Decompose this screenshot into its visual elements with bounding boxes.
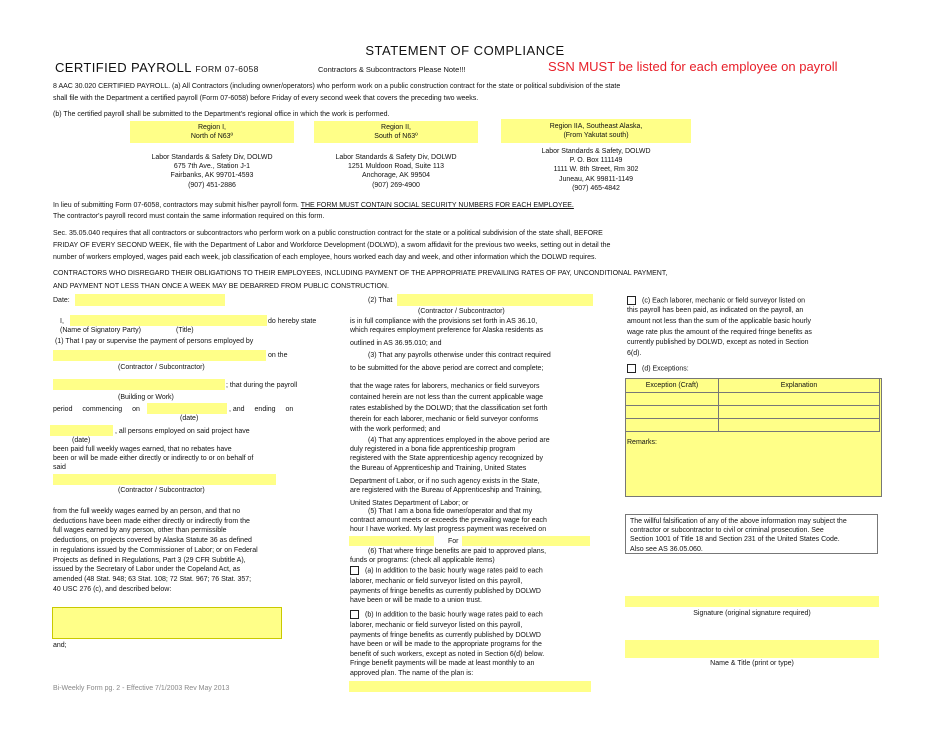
certified-payroll-heading <box>55 60 259 75</box>
paragraph-5: (5) That I am a bona fide owner/operator and that my <box>368 508 533 515</box>
region-2a-name: Region IIA, Southeast Alaska, <box>549 123 643 130</box>
contractor-caption-3: (Contractor / Subcontractor) <box>418 308 505 315</box>
text-line: contractor or subcontractor to civil or criminal prosecution. See <box>630 527 824 535</box>
lieu-line-2: The contractor's payroll record must contain the same information required on this form. <box>53 213 325 220</box>
text-line: registered with the State apprenticeship agency recognized by <box>350 455 544 463</box>
col2-block-d <box>350 577 541 606</box>
option-c-checkbox[interactable] <box>627 296 636 305</box>
option-c <box>627 296 805 306</box>
exception-craft-header: Exception (Craft) <box>626 379 719 393</box>
col2-line-4: to be submitted for the above period are correct and complete; <box>350 365 544 372</box>
col3-block-a <box>627 306 812 360</box>
exceptions-table <box>625 378 880 432</box>
text-line: which requires employment preference for Alaska residents as <box>350 327 543 335</box>
address-line: (907) 451-2886 <box>188 181 236 189</box>
on-label-2: on <box>285 406 294 413</box>
address-line: Labor Standards & Safety, DOLWD <box>541 148 651 155</box>
exception-craft-cell[interactable] <box>626 393 719 406</box>
option-d-label: (d) Exceptions: <box>642 365 689 373</box>
said-label: said <box>53 464 66 471</box>
and-label: , and <box>229 406 245 413</box>
explanation-header: Explanation <box>719 379 880 393</box>
text-line: currently published by DOLWD, except as noted in Section <box>627 339 809 347</box>
option-b <box>350 610 543 620</box>
signatory-name-field[interactable] <box>70 315 267 326</box>
text-line: deductions, on projects covered by Alaska Statute 36 as defined <box>53 537 252 545</box>
text-line: approved plan. The name of the plan is: <box>350 669 474 677</box>
text-line: amended (48 Stat. 948; 63 Stat. 108; 72 Stat. 967; 76 Stat. 357; <box>53 575 252 583</box>
name-title-caption: Name & Title (print or type) <box>710 660 794 667</box>
text-line: issued by the Secretary of Labor under the Copeland Act, as <box>53 566 241 574</box>
and-ending-label <box>229 405 293 414</box>
option-a-checkbox[interactable] <box>350 566 359 575</box>
lieu-line-1 <box>53 201 574 210</box>
col2-block-e <box>350 621 544 678</box>
address-line: (907) 269-4900 <box>372 181 420 189</box>
paragraph-6: (6) That where fringe benefits are paid to approved plans, <box>368 548 547 555</box>
been-paid-line-1: been paid full weekly wages earned, that no rebates have <box>53 446 232 453</box>
on-label: on <box>132 406 140 413</box>
deductions-description-field[interactable] <box>52 607 282 639</box>
text-line: amount not less than the sum of the applicable basic hourly <box>627 317 812 325</box>
address-line: (907) 465-4842 <box>572 184 620 192</box>
text-line: Fringe benefit payments will be made at least monthly to an <box>350 660 535 667</box>
col2-line-17: hour I have worked. My last progress payment was received on <box>350 526 547 533</box>
region-1-sub: North of N63º <box>190 133 234 141</box>
remarks-label: Remarks: <box>627 439 657 446</box>
paragraph-1: (1) That I pay or supervise the payment of persons employed by <box>55 338 254 345</box>
text-line: 6(d). <box>627 350 642 358</box>
text-line: in regulations issued by the Commissioner of Labor; or on Federal <box>53 546 258 554</box>
explanation-cell[interactable] <box>719 393 880 406</box>
sec-line-1: Sec. 35.05.040 requires that all contractors or subcontractors who perform work on a public construction contract for the state or a political subdivision of the state shall, BEFORE <box>53 230 603 237</box>
region-2-address <box>304 153 488 190</box>
address-line: Juneau, AK 99811-1149 <box>558 175 634 183</box>
text-line: this payroll has been paid, as indicated on the payroll, an <box>627 307 804 314</box>
text-line: 40 USC 276 (c), and described below: <box>53 585 172 593</box>
text-line: have been or will be made to a union trust. <box>350 597 482 605</box>
address-line: Fairbanks, AK 99701-4593 <box>170 172 254 180</box>
for-label: For <box>448 538 459 545</box>
commencing-label: commencing <box>82 406 123 413</box>
lieu-emphasis: THE FORM MUST CONTAIN SOCIAL SECURITY NUMBERS FOR EACH EMPLOYEE. <box>300 202 574 209</box>
address-line: 1251 Muldoon Road, Suite 113 <box>348 163 444 171</box>
and-label-end: and; <box>53 642 67 649</box>
region-1-box <box>130 121 294 143</box>
text-line: The willful falsification of any of the above information may subject the <box>630 518 847 525</box>
name-title-field[interactable] <box>625 640 879 658</box>
during-label: ; that during the payroll <box>226 382 298 389</box>
address-line: 675 7th Ave., Station J-1 <box>173 163 251 171</box>
option-a <box>350 566 543 576</box>
intro-line-3: (b) The certified payroll shall be submitted to the Department's regional office in which the work is performed. <box>53 111 390 118</box>
address-line: Labor Standards & Safety Div, DOLWD <box>335 154 457 161</box>
date-caption-1: (date) <box>180 415 199 422</box>
text-line: outlined in AS 36.95.010; and <box>350 340 442 348</box>
text-line: benefit of such workers, except as noted in Section 6(d) below. <box>350 650 545 658</box>
text-line: wage rate plus the amount of the required fringe benefits as <box>627 328 812 336</box>
deductions-paragraph <box>53 507 258 594</box>
signature-field[interactable] <box>625 596 879 607</box>
option-b-label: (b) In addition to the basic hourly wage rates paid to each <box>365 611 543 619</box>
col2-line-16: contract amount meets or exceeds the prevailing wage for each <box>350 517 547 524</box>
option-d-checkbox[interactable] <box>627 364 636 373</box>
region-1-name: Region I, <box>197 124 227 131</box>
been-paid-line-2: been or will be made either directly or indirectly to or on behalf of <box>53 455 254 462</box>
building-caption: (Building or Work) <box>118 394 174 401</box>
region-2a-box <box>501 119 691 143</box>
compliance-contractor-field[interactable] <box>397 294 593 306</box>
intro-line-2: shall file with the Department a certified payroll (Form 07-6058) before Friday of every second week that covers the preceding two weeks. <box>53 95 479 102</box>
region-2a-address <box>496 147 696 193</box>
sec-line-3: number of workers employed, wages paid each week, job classification of each employee, hours worked each day and week, and other information which the DOLWD requires. <box>53 254 597 261</box>
said-contractor-field[interactable] <box>53 474 276 485</box>
region-2-box <box>314 121 478 143</box>
page-title: STATEMENT OF COMPLIANCE <box>365 43 565 58</box>
contractor-caption-1: (Contractor / Subcontractor) <box>118 364 205 371</box>
date-label: Date: <box>53 297 70 304</box>
ending-label: ending <box>254 406 276 413</box>
text-line: laborer, mechanic or field surveyor listed on this payroll, <box>350 578 523 585</box>
exceptions-box <box>625 378 882 497</box>
col2-line-18: funds or programs: (check all applicable items) <box>350 557 495 564</box>
exception-craft-cell[interactable] <box>626 419 719 432</box>
date-caption-2: (date) <box>72 437 91 444</box>
text-line: Section 1001 of Title 18 and Section 231 of the United States Code. <box>630 536 840 544</box>
text-line: that the wage rates for laborers, mechanics or field surveyors <box>350 383 540 390</box>
contractors-note: Contractors & Subcontractors Please Note!!! <box>318 65 466 74</box>
form-number: FORM 07-6058 <box>195 64 259 74</box>
signatory-party-caption: (Name of Signatory Party) <box>60 327 141 334</box>
text-line: therein for each laborer, mechanic or field surveyor conforms <box>350 415 539 423</box>
text-line: payments of fringe benefits as currently published by DOLWD <box>350 631 541 639</box>
progress-payment-for-field[interactable] <box>462 536 590 546</box>
plan-name-field[interactable] <box>349 681 591 692</box>
paragraph-2: (2) That <box>368 297 393 304</box>
text-line: contained herein are not less than the current applicable wage <box>350 394 544 402</box>
warning-line-2: AND PAYMENT NOT LESS THAN ONCE A WEEK MAY BE DEBARRED FROM PUBLIC CONSTRUCTION. <box>53 283 389 290</box>
text-line: full wages earned by any person, other than permissible <box>53 527 227 535</box>
col2-block-a <box>350 317 543 349</box>
date-field[interactable] <box>75 294 225 306</box>
building-field[interactable] <box>53 379 225 390</box>
option-c-label: (c) Each laborer, mechanic or field surveyor listed on <box>642 297 806 305</box>
text-line: payments of fringe benefits as currently published by DOLWD <box>350 587 541 595</box>
signature-caption: Signature (original signature required) <box>693 610 811 617</box>
text-line: is in full compliance with the provisions set forth in AS 36.10, <box>350 318 538 325</box>
region-2-sub: South of N63º <box>374 133 418 141</box>
text-line: United States Department of Labor; or <box>350 500 469 508</box>
address-line: Labor Standards & Safety Div, DOLWD <box>151 154 273 161</box>
col2-block-c <box>350 445 543 509</box>
text-line: the Bureau of Apprenticeship and Training, United States <box>350 464 527 472</box>
text-line: Projects as defined in Regulations, Part 3 (29 CFR Subtitle A), <box>53 556 246 564</box>
text-line: from the full weekly wages earned by an person, and that no <box>53 508 241 515</box>
paragraph-4: (4) That any apprentices employed in the above period are <box>368 437 550 444</box>
explanation-cell[interactable] <box>719 419 880 432</box>
falsification-warning <box>625 514 878 554</box>
text-line: rates established by the DOLWD; that the classification set forth <box>350 405 548 413</box>
i-label: I, <box>60 318 64 325</box>
text-line: with the work performed; and <box>350 426 441 434</box>
option-b-checkbox[interactable] <box>350 610 359 619</box>
address-line: Anchorage, AK 99504 <box>361 172 431 180</box>
explanation-cell[interactable] <box>719 406 880 419</box>
text-line: deductions have been made either directly or indirectly from the <box>53 517 250 525</box>
text-line: Department of Labor, or if no such agency exists in the State, <box>350 477 540 485</box>
text-line: Also see AS 36.05.060. <box>630 545 703 553</box>
employer-field[interactable] <box>53 350 266 361</box>
progress-payment-date-field[interactable] <box>349 536 434 546</box>
hereby-label: do hereby state <box>268 318 317 325</box>
text-line: have been or will be made to the appropriate programs for the <box>350 641 542 648</box>
contractor-caption-2: (Contractor / Subcontractor) <box>118 487 205 494</box>
title-caption: (Title) <box>176 327 194 334</box>
text-line: laborer, mechanic or field surveyor listed on this payroll, <box>350 622 523 629</box>
commencing-date-field[interactable] <box>147 403 227 414</box>
option-d <box>627 364 689 374</box>
region-2-name: Region II, <box>381 124 411 131</box>
address-line: 1111 W. 8th Street, Rm 302 <box>553 166 639 174</box>
region-1-address <box>120 153 304 190</box>
ssn-note: SSN MUST be listed for each employee on payroll <box>548 59 838 74</box>
sec-line-2: FRIDAY OF EVERY SECOND WEEK, file with the Department of Labor and Workforce Development (DOLWD), a sworn affidavit for the previous two weeks, setting out in detail the <box>53 242 611 249</box>
form-footer: Bi-Weekly Form pg. 2 - Effective 7/1/2003 Rev May 2013 <box>53 685 230 692</box>
all-persons-label: , all persons employed on said project have <box>115 428 250 435</box>
option-a-label: (a) In addition to the basic hourly wage rates paid to each <box>365 567 543 575</box>
paragraph-3: (3) That any payrolls otherwise under this contract required <box>368 352 551 359</box>
intro-line-1: 8 AAC 30.020 CERTIFIED PAYROLL. (a) All Contractors (including owner/operators) who perform work on a public construction contract for the state or political subdivision of the state <box>53 83 621 90</box>
lieu-text: In lieu of submitting Form 07-6058, contractors may submit his/her payroll form. <box>53 202 299 209</box>
ending-date-field[interactable] <box>50 425 113 436</box>
warning-line-1: CONTRACTORS WHO DISREGARD THEIR OBLIGATIONS TO THEIR EMPLOYEES, INCLUDING PAYMENT OF THE APPROPRIATE PREVAILING RATES OF PAY, UNCONDITIONAL PAYMENT, <box>53 270 668 277</box>
col2-block-b <box>350 381 548 435</box>
text-line: are registered with the Bureau of Apprenticeship and Training, <box>350 487 542 495</box>
region-2a-sub: (From Yakutat south) <box>563 132 629 140</box>
text-line: duly registered in a bona fide apprenticeship program <box>350 446 516 453</box>
period-label: period <box>53 406 73 413</box>
certified-label: CERTIFIED PAYROLL <box>55 60 192 75</box>
exception-craft-cell[interactable] <box>626 406 719 419</box>
address-line: P. O. Box 111149 <box>569 157 623 165</box>
on-the-label: on the <box>268 352 288 359</box>
